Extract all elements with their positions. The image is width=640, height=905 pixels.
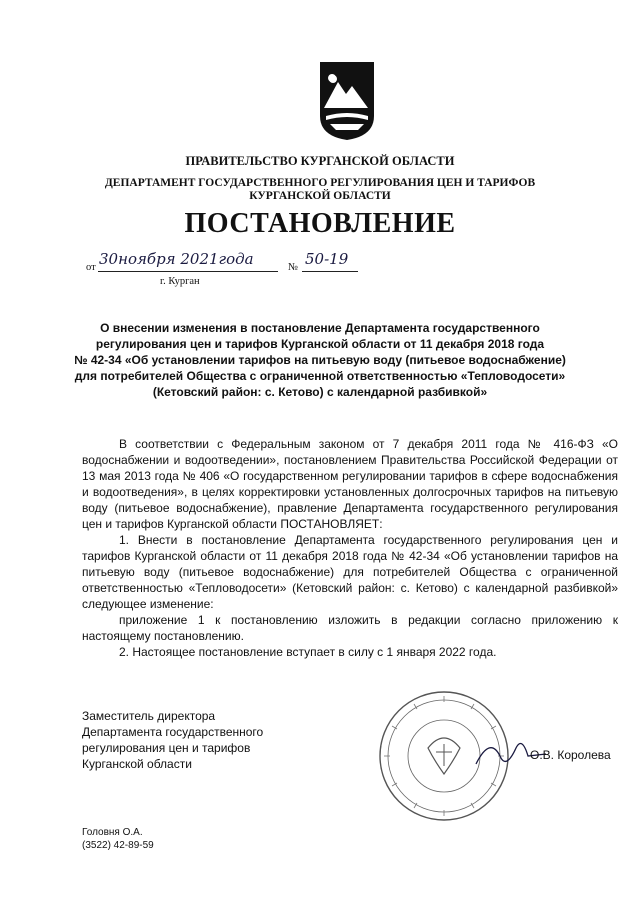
signer-position-line: Заместитель директора (82, 709, 216, 723)
body-paragraph-amendment: приложение 1 к постановлению изложить в редакции согласно приложению к настоящему постановлению. (82, 613, 618, 643)
signer-position-line: Департамента государственного (82, 725, 264, 739)
subject-line: для потребителей Общества с ограниченной ответственностью «Тепловодосети» (74, 369, 566, 383)
signer-position-line: Курганской области (82, 757, 192, 771)
handwritten-number: 50-19 (305, 250, 349, 268)
subject-line: О внесении изменения в постановление Департамента государственного (100, 321, 540, 335)
document-type-title: ПОСТАНОВЛЕНИЕ (184, 208, 456, 239)
body-paragraph-preamble: В соответствии с Федеральным законом от 7 декабря 2011 года № 416-ФЗ «О водоснабжении и водоотведении», постановлением Правительства Российской Федерации от 13 мая 2013 года № 406 «О государственном регулировании тарифов в сфере водоснабжения и водоотведения», в целях корректировки установленных долгосрочных тарифов на питьевую воду (питьевое водоснабжение), правление Департамента государственного регулирования цен и тарифов Курганской области ПОСТАНОВЛЯЕТ: (82, 437, 618, 531)
subject-line: регулирования цен и тарифов Курганской области от 11 декабря 2018 года (95, 337, 545, 351)
government-title: ПРАВИТЕЛЬСТВО КУРГАНСКОЙ ОБЛАСТИ (185, 154, 455, 168)
signer-name: О.В. Королева (530, 748, 611, 762)
number-underline (302, 271, 358, 272)
signer-position (82, 708, 263, 772)
document-subject (70, 320, 570, 400)
executor-name: Головня О.А. (82, 827, 143, 838)
subject-line: № 42-34 «Об установлении тарифов на питьевую воду (питьевое водоснабжение) (74, 353, 566, 367)
executor-block (82, 826, 154, 852)
date-underline (98, 271, 278, 272)
department-name-line2: КУРГАНСКОЙ ОБЛАСТИ (249, 190, 391, 202)
document-body (82, 436, 618, 660)
date-from-label: от (86, 262, 96, 273)
city-label: г. Курган (160, 276, 200, 287)
signer-position-line: регулирования цен и тарифов (82, 741, 251, 755)
body-paragraph-item-2: 2. Настоящее постановление вступает в силу с 1 января 2022 года. (119, 645, 497, 659)
number-label: № (288, 262, 299, 273)
subject-line: (Кетовский район: с. Кетово) с календарной разбивкой» (152, 385, 488, 399)
executor-phone: (3522) 42-89-59 (82, 840, 154, 851)
department-name-line1: ДЕПАРТАМЕНТ ГОСУДАРСТВЕННОГО РЕГУЛИРОВАНИЯ ЦЕН И ТАРИФОВ (104, 177, 536, 189)
handwritten-date: 30ноября 2021года (99, 250, 254, 268)
body-paragraph-item-1: 1. Внести в постановление Департамента государственного регулирования цен и тарифов Курганской области от 11 декабря 2018 года № 42-34 «Об установлении тарифов на питьевую воду (питьевое водоснабжение) для потребителей Общества с ограниченной ответственностью «Тепловодосети» (Кетовский район: с. Кетово) с календарной разбивкой» следующее изменение: (82, 533, 618, 611)
coat-of-arms-emblem (318, 60, 376, 142)
